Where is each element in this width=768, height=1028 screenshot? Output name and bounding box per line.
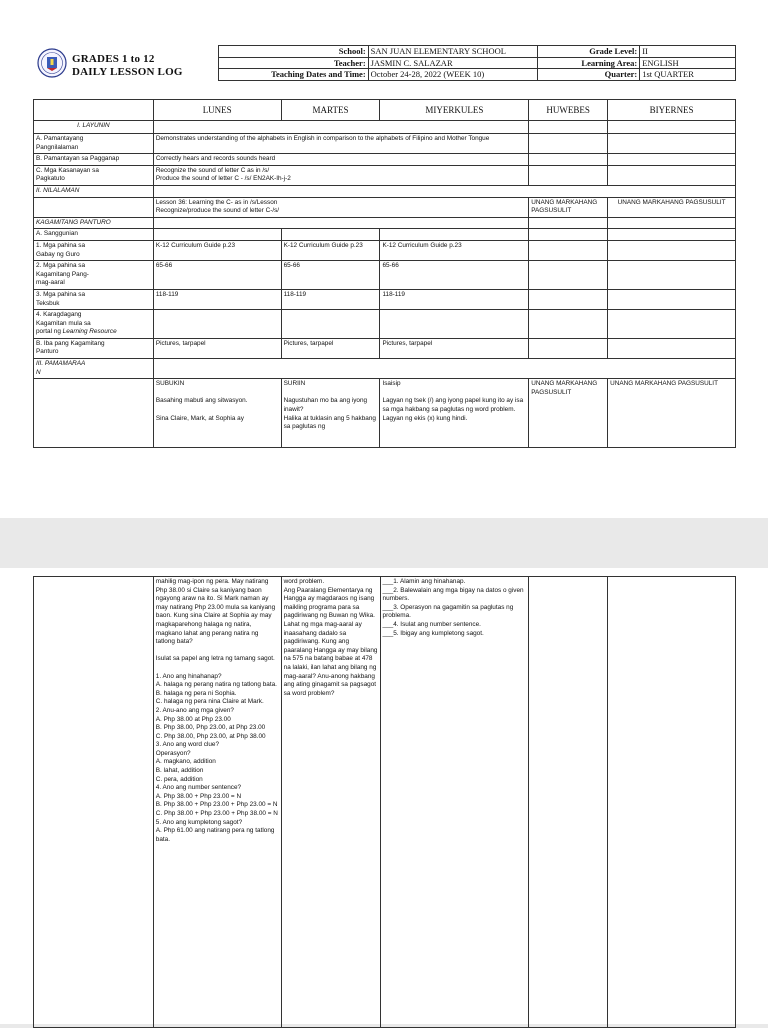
day-header: HUWEBES (529, 100, 608, 121)
dates-value: October 24-28, 2022 (WEEK 10) (368, 69, 538, 81)
row-label-kasanayan: C. Mga Kasanayan sa Pagkatuto (34, 165, 154, 185)
corner-cell (34, 100, 154, 121)
procedure-mon: SUBUKIN Basahing mabuti ang sitwasyon. Sina Claire, Mark, at Sophia ay (153, 379, 281, 448)
iba-pang-wed: Pictures, tarpapel (380, 338, 529, 358)
document-title (72, 53, 183, 79)
kasanayan-value: Recognize the sound of letter C as in /s/ Produce the sound of letter C - /s/ EN2AK-Ih-j-2 (153, 165, 528, 185)
iba-pang-mon: Pictures, tarpapel (153, 338, 281, 358)
day-header: LUNES (153, 100, 281, 121)
header-info-table (218, 45, 736, 81)
row-label-teksbuk: 3. Mga pahina sa Teksbuk (34, 289, 154, 309)
pamantayan-pagganap-value: Correctly hears and records sounds heard (153, 154, 528, 166)
row-label-sanggunian: A. Sanggunian (34, 229, 154, 241)
row-label-karagdagang (34, 310, 154, 339)
nilalaman-value: Lesson 36: Learning the C- as in /s/Lesson Recognize/produce the sound of letter C-/s/ (153, 197, 528, 217)
row-label-pamantayan-pagganap: B. Pamantayan sa Pagganap (34, 154, 154, 166)
kagamitang-tue: 65-66 (281, 261, 380, 290)
row-label-kagamitang-mag-aaral: 2. Mga pahina sa Kagamitang Pang- mag-aaral (34, 261, 154, 290)
procedure-thu: UNANG MARKAHANG PAGSUSULIT (529, 379, 608, 448)
pamantayang-pangnilalaman-value: Demonstrates understanding of the alphabets in English in comparison to the alphabets of Filipino and Mother Tongue (153, 134, 528, 154)
section-kagamitan: KAGAMITANG PANTURO (34, 217, 154, 229)
page-2 (0, 568, 768, 1024)
deped-seal-icon (37, 48, 67, 78)
school-value: SAN JUAN ELEMENTARY SCHOOL (368, 46, 538, 58)
iba-pang-tue: Pictures, tarpapel (281, 338, 380, 358)
procedure-mon-continued: mahilig mag-ipon ng pera. May natirang Php 38.00 si Claire sa kaniyang baon ngayong araw na ito. Si Mark naman ay may natirang Php 23.00 mula sa kaniyang baon. Kung sina Claire at Sophia ay may magkaparehong halaga ng natira, magkano lahat ang perang natira ng tatlong bata? Isulat sa papel ang letra ng tamang sagot. 1. Ano ang hinahanap? A. halaga ng perang natira ng tatlong bata. B. halaga ng pera ni Sophia. C. halaga ng pera nina Claire at Mark. 2. Anu-ano ang mga given? A. Php 38.00 at Php 23.00 B. Php 38.00, Php 23.00, at Php 23.00 C. Php 38.00, Php 23.00, at Php 38.00 3. Ano ang word clue? Operasyon? A. magkano, addition B. lahat, addition C. pera, addition 4. Ano ang number sentence? A. Php 38.00 + Php 23.00 = N B. Php 38.00 + Php 23.00 + Php 23.00 = N C. Php 38.00 + Php 23.00 + Php 38.00 = N 5. Ano ang kumpletong sagot? A. Php 61.00 ang natirang pera ng tatlong bata. (153, 577, 281, 1028)
lesson-log-table (33, 99, 736, 448)
nilalaman-fri: UNANG MARKAHANG PAGSUSULIT (608, 197, 736, 217)
title-line-2: DAILY LESSON LOG (72, 66, 183, 78)
quarter-value: 1st QUARTER (640, 69, 736, 81)
procedure-tue: SURIIN Nagustuhan mo ba ang iyong inawit? Halika at tuklasin ang 5 hakbang sa paglutas ng (281, 379, 380, 448)
procedure-wed-continued: ___1. Alamin ang hinahanap. ___2. Balewalain ang mga bigay na datos o given numbers. ___3. Operasyon na gagamitin sa paglutas ng problema. ___4. Isulat ang number sentence. ___5. Ibigay ang kumpletong sagot. (380, 577, 529, 1028)
row-label-iba-pang-kagamitan: B. Iba pang Kagamitang Panturo (34, 338, 154, 358)
title-line-1: GRADES 1 to 12 (72, 53, 155, 65)
dates-label: Teaching Dates and Time: (219, 69, 369, 81)
gabay-tue: K-12 Curriculum Guide p.23 (281, 240, 380, 260)
section-nilalaman: II. NILALAMAN (34, 185, 154, 197)
section-pamamaraan: III. PAMAMARAA N (34, 359, 154, 379)
row-label-pamantayang-pangnilalaman: A. Pamantayang Pangnilalaman (34, 134, 154, 154)
grade-label: Grade Level: (538, 46, 640, 58)
quarter-label: Quarter: (538, 69, 640, 81)
day-header: MIYERKULES (380, 100, 529, 121)
procedure-fri: UNANG MARKAHANG PAGSUSULIT (608, 379, 736, 448)
kagamitang-wed: 65-66 (380, 261, 529, 290)
kagamitang-mon: 65-66 (153, 261, 281, 290)
area-label: Learning Area: (538, 57, 640, 69)
area-value: ENGLISH (640, 57, 736, 69)
teacher-value: JASMIN C. SALAZAR (368, 57, 538, 69)
lesson-log-table-continued (33, 576, 736, 1028)
nilalaman-thu: UNANG MARKAHANG PAGSUSULIT (529, 197, 608, 217)
karagdagang-italic: Learning Resource (62, 328, 117, 336)
teksbuk-mon: 118-119 (153, 289, 281, 309)
section-layunin: I. LAYUNIN (34, 121, 154, 134)
school-label: School: (219, 46, 369, 58)
gabay-mon: K-12 Curriculum Guide p.23 (153, 240, 281, 260)
procedure-tue-continued: word problem. Ang Paaralang Elementarya ng Hangga ay magdaraos ng isang maikling programa para sa pagdiriwang ng Buwan ng Wika. Lahat ng mga mag-aaral ay inaasahang dadalo sa pagdiriwang. Kung ang paaralang Hangga ay may bilang na 575 na batang babae at 478 na lalaki, ilan lahat ang bilang ng mag-aaral? Anu-anong hakbang ang ating ginagamit sa pagsagot sa word problem? (281, 577, 380, 1028)
gabay-wed: K-12 Curriculum Guide p.23 (380, 240, 529, 260)
teksbuk-wed: 118-119 (380, 289, 529, 309)
day-header: MARTES (281, 100, 380, 121)
row-label-gabay-guro: 1. Mga pahina sa Gabay ng Guro (34, 240, 154, 260)
procedure-wed: Isaisip Lagyan ng tsek (/) ang iyong papel kung ito ay isa sa mga hakbang sa paglutas ng word problem. Lagyan ng ekis (x) kung hindi. (380, 379, 529, 448)
day-header: BIYERNES (608, 100, 736, 121)
teksbuk-tue: 118-119 (281, 289, 380, 309)
karagdagang-text: 4. Karagdagang Kagamitan mula sa portal ng (36, 311, 91, 336)
grade-value: II (640, 46, 736, 58)
teacher-label: Teacher: (219, 57, 369, 69)
